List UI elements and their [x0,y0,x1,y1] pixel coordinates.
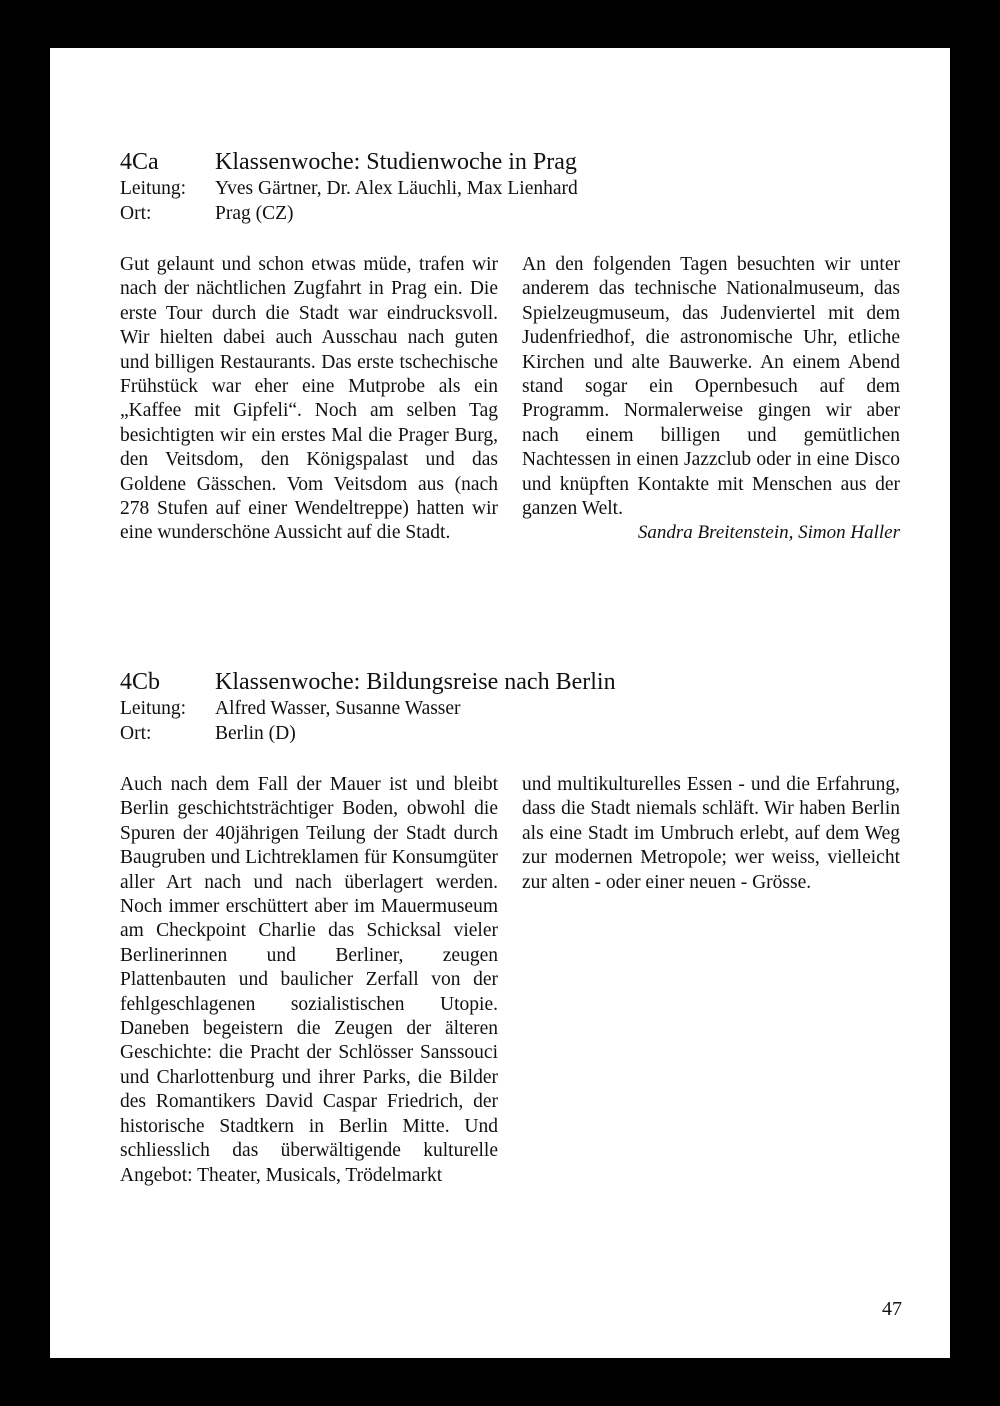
ort-value: Berlin (D) [215,723,296,744]
section-4ca [120,148,910,546]
column-right [522,773,900,1188]
body-text: und multikulturelles Essen - und die Erfahrung, dass die Stadt niemals schläft. Wir haben Berlin als eine Stadt im Umbruch erlebt, auf dem Weg zur modernen Metropole; wer weiss, vielleicht zur alten - oder einer neuen - Grösse. [522,774,900,893]
leitung-value: Yves Gärtner, Dr. Alex Läuchli, Max Lienhard [215,178,578,199]
section-4cb [120,668,910,1188]
body-text: Gut gelaunt und schon etwas müde, trafen wir nach der nächtlichen Zugfahrt in Prag ein. Die erste Tour durch die Stadt war eindrucksvoll. Wir hielten dabei auch Ausschau nach guten und billigen Restaurants. Das erste tschechische Frühstück war eher eine Mutprobe als ein „Kaffee mit Gipfeli“. Noch am selben Tag besichtigten wir ein erstes Mal die Prager Burg, den Veitsdom, den Königspalast und das Goldene Gässchen. Vom Veitsdom aus (nach 278 Stufen auf einer Wendeltreppe) hatten wir eine wunderschöne Aussicht auf die Stadt. [120,254,498,544]
section-title: Klassenwoche: Studienwoche in Prag [215,149,577,175]
ort-label: Ort: [120,723,152,744]
section-title: Klassenwoche: Bildungsreise nach Berlin [215,669,616,695]
leitung-label: Leitung: [120,178,187,199]
column-right [522,253,900,546]
section-header [120,668,910,746]
page-number: 47 [882,1298,902,1320]
class-code: 4Cb [120,669,161,695]
ort-value: Prag (CZ) [215,203,294,224]
author-signature: Sandra Breitenstein, Simon Haller [637,522,900,544]
body-text: An den folgenden Tagen besuchten wir unter anderem das technische Nationalmuseum, das Spielzeugmuseum, das Judenviertel mit dem Judenfriedhof, die astronomische Uhr, etliche Kirchen und alte Bauwerke. An einem Abend stand sogar ein Opernbesuch auf dem Programm. Normalerweise gingen wir aber nach einem billigen und gemütlichen Nachtessen in einen Jazzclub oder in eine Disco und knüpften Kontakte mit Menschen aus der ganzen Welt. [522,254,900,520]
body-columns [120,773,910,1188]
column-left [120,253,498,546]
body-columns [120,253,910,546]
body-text: Auch nach dem Fall der Mauer ist und bleibt Berlin geschichtsträchtiger Boden, obwohl die Spuren der 40jährigen Teilung der Stadt durch Baugruben und Lichtreklamen für Konsumgüter aller Art nach und nach überlagert werden. Noch immer erschüttert aber im Mauermuseum am Checkpoint Charlie das Schicksal vieler Berlinerinnen und Berliner, zeugen Plattenbauten und baulicher Zerfall von der fehlgeschlagenen sozialistischen Utopie. Daneben begeistern die Zeugen der älteren Geschichte: die Pracht der Schlösser Sanssouci und Charlottenburg und ihrer Parks, die Bilder des Romantikers David Caspar Friedrich, der historische Stadtkern in Berlin Mitte. Und schliesslich das überwältigende kulturelle Angebot: Theater, Musicals, Trödelmarkt [120,774,498,1186]
ort-label: Ort: [120,203,152,224]
document-page [50,48,950,1358]
column-left [120,773,498,1188]
leitung-value: Alfred Wasser, Susanne Wasser [215,698,461,719]
section-header [120,148,910,226]
leitung-label: Leitung: [120,698,187,719]
class-code: 4Ca [120,149,159,175]
